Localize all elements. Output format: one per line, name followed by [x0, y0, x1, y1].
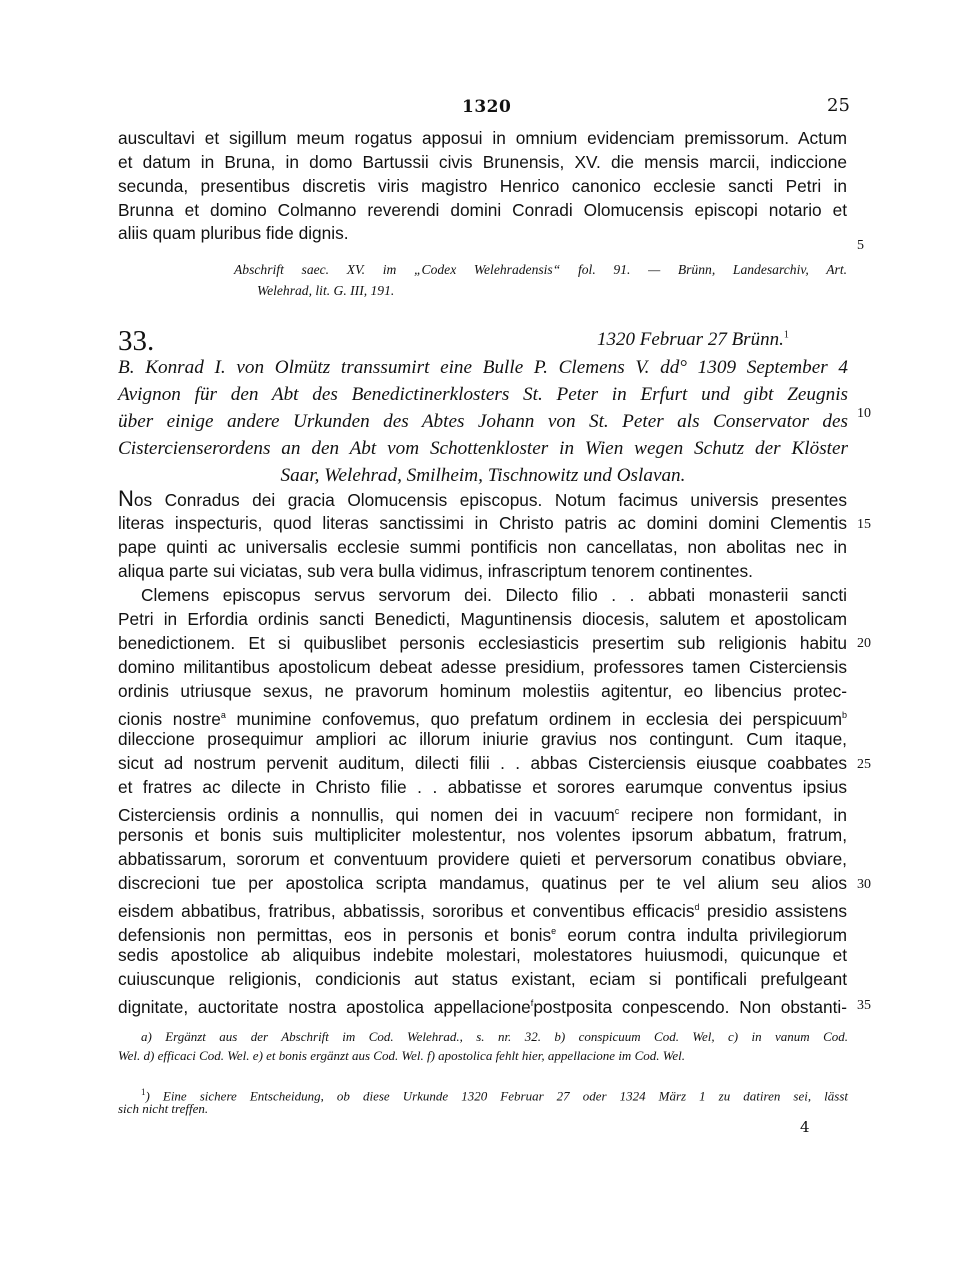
text-segment: recipere non formidant, in	[619, 804, 847, 825]
text-segment: presidio assistens	[699, 900, 847, 921]
text-segment: munimine confovemus, quo prefatum ordinem in ecclesia dei perspicuum	[225, 708, 842, 729]
margin-line-number: 20	[857, 636, 871, 651]
text-line	[118, 896, 847, 921]
date-footnote-mark: 1	[783, 329, 789, 341]
text-line: cuiuscunque religionis, condicionis aut status existant, eciam si pontificali prefulgeant	[118, 969, 847, 989]
margin-line-number: 10	[857, 406, 871, 421]
text-line	[118, 704, 847, 729]
prev-doc-line: secunda, presentibus discretis viris magistro Henrico canonico ecclesie sancti Petri in	[118, 176, 847, 196]
text-line	[118, 800, 847, 825]
header-year: 1320	[462, 97, 512, 117]
footnote-line	[141, 1083, 848, 1104]
apparatus-mark: c	[614, 806, 620, 816]
text-segment: defensionis non permittas, eos in personis et bonis	[118, 924, 552, 945]
text-line-content: os Conradus dei gracia Olomucensis episcopus. Notum facimus universis presentes	[133, 490, 847, 510]
text-line	[118, 992, 847, 1017]
margin-line-number: 25	[857, 757, 871, 772]
text-line: dileccione prosequimur ampliori ac illorum iniurie gravius nos contingunt. Cum itaque,	[118, 729, 847, 749]
page-signature: 4	[800, 1118, 810, 1136]
text-line: Clemens episcopus servus servorum dei. Dilecto filio . . abbati monasterii sancti	[141, 585, 847, 605]
text-segment: postposita conpescendo. Non obstanti-	[533, 996, 847, 1017]
document-date-text: 1320 Februar 27 Brünn.	[597, 329, 784, 350]
apparatus-line: a) Ergänzt aus der Abschrift im Cod. Welehrad., s. nr. 32. b) conspicuum Cod. Wel, c) in vanum Cod.	[141, 1029, 848, 1044]
prev-doc-line: et datum in Bruna, in domo Bartussii civis Brunensis, XV. die mensis marcii, indiccione	[118, 152, 847, 172]
apparatus-mark: e	[551, 926, 557, 936]
apparatus-mark: d	[694, 902, 700, 912]
text-line	[118, 920, 847, 945]
summary-line: Cistercienserordens an den Abt vom Schottenkloster in Wien wegen Schutz der Klöster	[118, 438, 848, 459]
footnote-mark: 1	[141, 1087, 146, 1097]
initial-letter: N	[118, 486, 134, 511]
text-line: sedis apostolice ab aliquibus indebite molestari, molestatores huiusmodi, quicunque et	[118, 945, 847, 965]
text-line: benedictionem. Et si quibuslibet personis ecclesiasticis presertim sub religionis habitu	[118, 633, 847, 653]
prev-doc-line: aliis quam pluribus fide dignis.	[118, 223, 349, 243]
text-segment: eorum contra indulta privilegiorum	[556, 924, 847, 945]
margin-line-number: 35	[857, 998, 871, 1013]
summary-line: über einige andere Urkunden des Abtes Johann von St. Peter als Conservator des	[118, 411, 848, 432]
text-line: literas inspecturis, quod literas sanctissimi in Christo patris ac domini domini Clementis	[118, 513, 847, 533]
text-line: aliqua parte sui viciatas, sub vera bulla vidimus, infrascriptum tenorem continentes.	[118, 561, 753, 581]
text-segment: dignitate, auctoritate nostra apostolica appellacione	[118, 996, 531, 1017]
apparatus-mark: f	[530, 998, 534, 1008]
margin-line-number: 5	[857, 238, 864, 253]
text-line: domino militantibus apostolicum debeat adesse presidium, professores tamen Cisterciensis	[118, 657, 847, 677]
header-page-number: 25	[827, 95, 850, 116]
margin-line-number: 30	[857, 877, 871, 892]
document-date-place	[597, 329, 789, 351]
prev-doc-line: auscultavi et sigillum meum rogatus apposui in omnium evidenciam premissorum. Actum	[118, 128, 847, 148]
document-number: 33.	[118, 325, 155, 357]
apparatus-mark: b	[841, 710, 847, 720]
apparatus-line: Wel. d) efficaci Cod. Wel. e) et bonis ergänzt aus Cod. Wel. f) apostolica fehlt hier, appellacione im Cod. Wel.	[118, 1048, 686, 1063]
text-segment: eisdem abbatibus, fratribus, abbatissis, sororibus et conventibus efficacis	[118, 900, 695, 921]
summary-line: Avignon für den Abt des Benedictinerklosters St. Peter in Erfurt und gibt Zeugnis	[118, 384, 848, 405]
footnote-text: ) Eine sichere Entscheidung, ob diese Urkunde 1320 Februar 27 oder 1324 März 1 zu datiren sei, lässt	[145, 1088, 848, 1104]
margin-line-number: 15	[857, 517, 871, 532]
text-segment: Cisterciensis ordinis a nonnullis, qui nomen dei in vacuum	[118, 804, 615, 825]
text-line: discrecioni tue per apostolica scripta mandamus, quatinus per te vel alium seu alios	[118, 873, 847, 893]
text-line: et fratres ac dilecte in Christo filie . . abbatisse et sorores earumque conventus ipsius	[118, 777, 847, 797]
text-line	[118, 488, 847, 510]
apparatus-mark: a	[220, 710, 226, 720]
text-line: ordinis utriusque sexus, ne pravorum hominum molestiis agitentur, eo libencius protec-	[118, 681, 847, 701]
text-line: pape quinti ac universalis ecclesie summi pontificis non cancellatas, non abolitas nec in	[118, 537, 847, 557]
text-segment: cionis nostre	[118, 708, 221, 729]
text-line: Petri in Erfordia ordinis sancti Benedicti, Maguntinensis diocesis, salutem et apostolicam	[118, 609, 847, 629]
text-line: abbatissarum, sororum et conventuum providere quieti et perversorum conatibus obviare,	[118, 849, 847, 869]
text-line: personis et bonis suis multipliciter molestentur, nos volentes ipsorum abbatum, fratrum,	[118, 825, 847, 845]
text-line: sicut ad nostrum pervenit auditum, dilecti filii . . abbas Cisterciensis eiusque coabbates	[118, 753, 847, 773]
summary-line: B. Konrad I. von Olmütz transsumirt eine Bulle P. Clemens V. dd° 1309 September 4	[118, 357, 848, 378]
footnote-line: sich nicht treffen.	[118, 1101, 209, 1116]
prev-doc-line: Brunna et domino Colmanno reverendi domini Conradi Olomucensis episcopi notario et	[118, 200, 847, 220]
summary-line: Saar, Welehrad, Smilheim, Tischnowitz und Oslavan.	[280, 465, 686, 486]
prev-doc-source: Welehrad, lit. G. III, 191.	[257, 283, 395, 298]
prev-doc-source: Abschrift saec. XV. im „Codex Welehradensis“ fol. 91. — Brünn, Landesarchiv, Art.	[234, 262, 847, 277]
